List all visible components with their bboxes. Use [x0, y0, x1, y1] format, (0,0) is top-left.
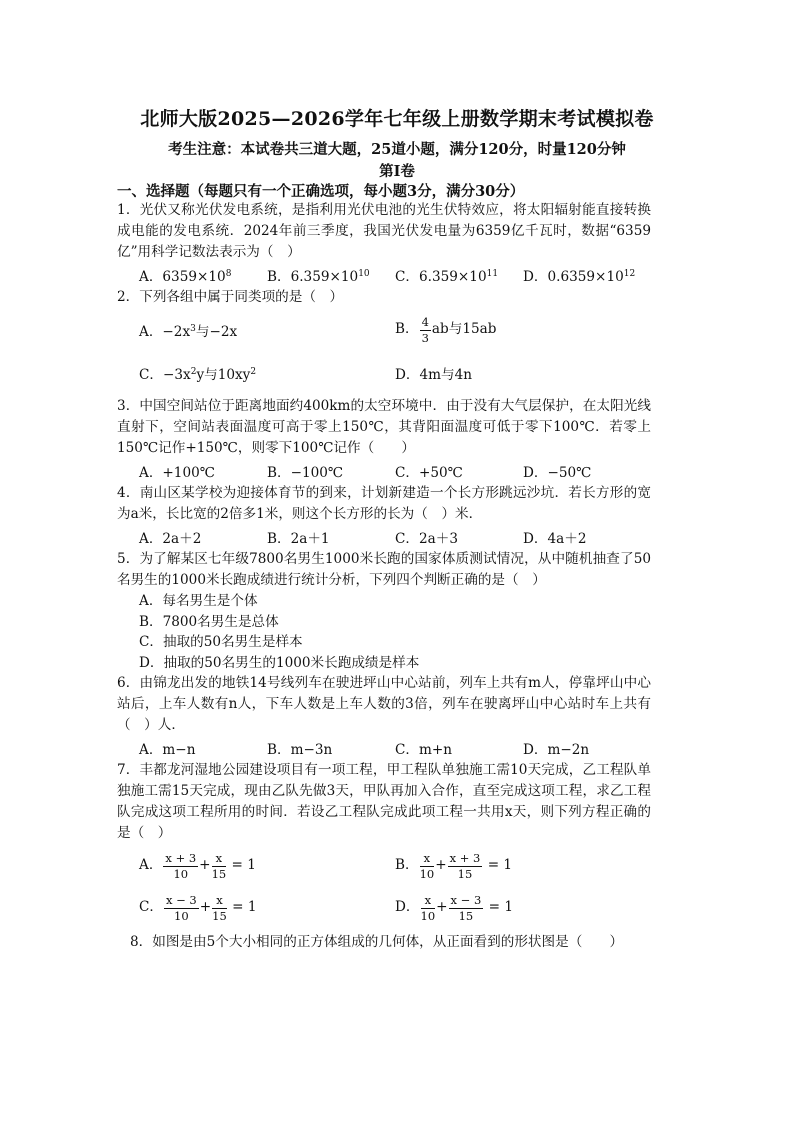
option-row — [139, 308, 651, 352]
option-c[interactable]: C．抽取的50名男生是样本 — [139, 634, 303, 650]
option-a[interactable]: A．$6359\times 10^8$ — [139, 269, 232, 285]
fraction: $\frac{x + 3}{10}$ — [165, 851, 197, 881]
option-d[interactable]: D．4a＋2 — [523, 531, 587, 547]
question-stem: 6．由锦龙出发的地铁14号线列车在驶进坪山中心站前，列车上共有m人，停靠坪山中心站后，上车人数有n人，下车人数是上车人数的3倍，列车在驶离坪山中心站时车上共有（ ）人． — [117, 675, 651, 733]
question-stem: 4．南山区某学校为迎接体育节的到来，计划新建造一个长方形跳远沙坑．若长方形的宽为a米，长比宽的2倍多1米，则这个长方形的长为（ ）米． — [117, 485, 651, 522]
question-stem: 5．为了解某区七年级7800名男生1000米长跑的国家体质测试情况，从中随机抽查了50名男生的1000米长跑成绩进行统计分析，下列四个判断正确的是（ ） — [117, 551, 651, 588]
option-b[interactable]: B．7800名男生是总体 — [139, 613, 279, 630]
option-row — [139, 263, 651, 287]
fraction: $\frac{x}{10}$ — [420, 893, 436, 923]
fraction: $\frac{x - 3}{10}$ — [166, 893, 197, 923]
option-b[interactable]: B． $\frac{4}{3}$ ab与15ab — [395, 315, 497, 345]
option-row — [139, 459, 651, 483]
option-d[interactable]: D．−50℃ — [523, 465, 592, 481]
option-c[interactable]: C．2a＋3 — [395, 531, 458, 547]
question-5 — [117, 549, 651, 673]
option-a[interactable]: A．2a＋2 — [139, 531, 202, 547]
option-c[interactable]: C．m+n — [395, 742, 453, 758]
option-a[interactable]: A．+100℃ — [139, 465, 215, 481]
question-stem: 8．如图是由5个大小相同的正方体组成的几何体，从正面看到的形状图是（ ） — [130, 934, 624, 950]
option-c[interactable]: C．+50℃ — [395, 465, 463, 481]
question-6 — [117, 673, 651, 760]
question-stem: 3．中国空间站位于距离地面约400km的太空环境中．由于没有大气层保护，在太阳光线直射下，空间站表面温度可高于零上150℃，其背阳面温度可低于零下100℃．若零上150℃记作+150℃，则零下100℃记作（ ） — [117, 398, 651, 456]
fraction: $\frac{4}{3}$ — [421, 315, 429, 345]
fraction: $\frac{x}{15}$ — [211, 851, 227, 881]
option-row — [139, 352, 651, 394]
option-d[interactable]: D．$0.6359\times 10^{12}$ — [523, 269, 636, 285]
option-c[interactable]: C． $\frac{x - 3}{10}$ + $\frac{x}{15}$ = 1 — [139, 893, 257, 923]
fraction: $\frac{x}{10}$ — [419, 851, 435, 881]
option-d[interactable]: D．4m与4n — [395, 367, 473, 383]
option-d[interactable]: D． $\frac{x}{10}$ + $\frac{x - 3}{15}$ = 1 — [395, 893, 513, 923]
option-d[interactable]: D．抽取的50名男生的1000米长跑成绩是样本 — [139, 654, 420, 671]
option-c[interactable]: C．$6.359\times 10^{11}$ — [395, 269, 499, 285]
exam-notice: 考生注意：本试卷共三道大题，25道小题，满分120分，时量120分钟 — [168, 141, 626, 158]
question-1 — [117, 200, 651, 287]
question-stem: 2．下列各组中属于同类项的是（ ） — [117, 289, 344, 305]
question-8 — [117, 932, 651, 953]
option-c[interactable]: C．$-3x^2y$与$10xy^2$ — [139, 367, 257, 383]
option-row — [139, 888, 651, 928]
exam-title: 北师大版2025—2026学年七年级上册数学期末考试模拟卷 — [140, 108, 654, 130]
option-row — [139, 844, 651, 888]
fraction: $\frac{x + 3}{15}$ — [449, 851, 481, 881]
fraction: $\frac{x}{15}$ — [212, 893, 227, 923]
question-3 — [117, 396, 651, 483]
question-stem: 1．光伏又称光伏发电系统，是指利用光伏电池的光生伏特效应，将太阳辐射能直接转换成电能的发电系统．2024年前三季度，我国光伏发电量为6359亿千瓦时，数据“6359亿”用科学记数法表示为（ ） — [117, 202, 651, 260]
option-row — [139, 525, 651, 549]
option-b[interactable]: B．m−3n — [267, 742, 333, 758]
option-d[interactable]: D．m−2n — [523, 742, 590, 758]
option-a[interactable]: A．$-2x^3$与−2x — [139, 324, 238, 340]
option-b[interactable]: B． $\frac{x}{10}$ + $\frac{x + 3}{15}$ = 1 — [395, 851, 513, 881]
option-a[interactable]: A．每名男生是个体 — [139, 593, 258, 609]
option-b[interactable]: B．$6.359\times 10^{10}$ — [267, 269, 370, 285]
option-a[interactable]: A．m−n — [139, 742, 196, 758]
question-list — [117, 200, 651, 953]
question-7 — [117, 760, 651, 928]
option-row — [139, 736, 651, 760]
option-b[interactable]: B．2a＋1 — [267, 531, 330, 547]
option-a[interactable]: A． $\frac{x + 3}{10}$ + $\frac{x}{15}$ = 1 — [139, 851, 256, 881]
fraction: $\frac{x - 3}{15}$ — [450, 893, 482, 923]
section-heading: 一、选择题（每题只有一个正确选项，每小题3分，满分30分） — [117, 183, 525, 200]
question-4 — [117, 483, 651, 549]
question-2 — [117, 287, 651, 394]
option-b[interactable]: B．−100℃ — [267, 465, 344, 481]
volume-heading: 第Ⅰ卷 — [379, 163, 415, 180]
question-stem: 7．丰都龙河湿地公园建设项目有一项工程，甲工程队单独施工需10天完成，乙工程队单独施工需15天完成，现由乙队先做3天，甲队再加入合作，直至完成这项工程，求乙工程队完成这项工程所用的时间．若设乙工程队完成此项工程一共用x天，则下列方程正确的是（ ） — [117, 762, 651, 841]
